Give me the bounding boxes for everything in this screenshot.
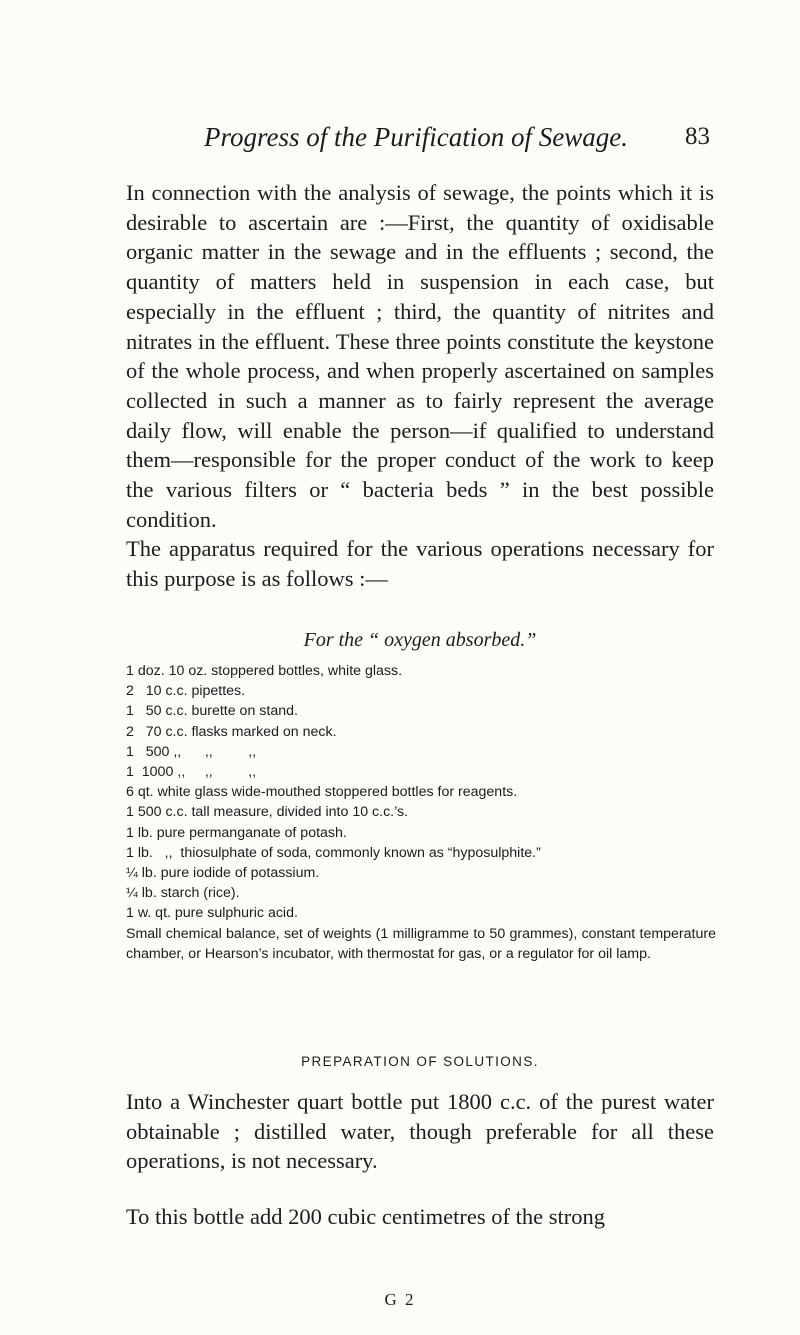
signature-mark: G 2 bbox=[384, 1290, 416, 1309]
running-title: Progress of the Purification of Sewage. bbox=[204, 122, 628, 152]
list-item: 2 70 c.c. flasks marked on neck. bbox=[126, 723, 337, 740]
list-item: 1 w. qt. pure sulphuric acid. bbox=[126, 905, 298, 922]
list-item: 1 doz. 10 oz. stoppered bottles, white glass. bbox=[126, 663, 403, 679]
intro-paragraph: In connection with the analysis of sewage, the points which it is desirable to ascertain are :—First, the quantity of oxidisable organic matter in the sewage and in the effluents ; second, the quantity of matters held in suspension in each case, but especially in the effluent ; third, the quantity of nitrites and nitrates in the effluent. These three points constitute the keystone of the whole process, and when properly ascertained on samples collected in such a manner as to fairly represent the average daily flow, will enable the person—if qualified to understand them—responsible for the proper conduct of the work to keep the various filters or “ bacteria beds ” in the best possible condition. bbox=[126, 180, 714, 532]
list-item: 1 1000 ,, ,, ,, bbox=[126, 764, 257, 781]
list-item: ¼ lb. starch (rice). bbox=[126, 885, 240, 902]
page-number: 83 bbox=[685, 123, 710, 150]
section-heading: PREPARATION OF SOLUTIONS. bbox=[301, 1054, 539, 1069]
list-item: Small chemical balance, set of weights (1 milligramme to 50 grammes), constant temperature chamber, or Hearson’s incubator, with thermostat for gas, or a regulator for oil lamp. bbox=[126, 925, 716, 962]
list-item: ¼ lb. pure iodide of potassium. bbox=[126, 865, 320, 882]
list-item: 6 qt. white glass wide-mouthed stoppered bottles for reagents. bbox=[126, 784, 518, 801]
running-head bbox=[150, 120, 710, 154]
list-item: 1 50 c.c. burette on stand. bbox=[126, 703, 298, 720]
list-item: 1 lb. ,, thiosulphate of soda, commonly known as “hyposulphite.” bbox=[126, 844, 541, 861]
apparatus-list bbox=[126, 661, 716, 964]
oxygen-absorbed-subheading: For the “ oxygen absorbed.” bbox=[303, 629, 537, 651]
apparatus-paragraph: The apparatus required for the various operations necessary for this purpose is as follows :— bbox=[126, 536, 714, 591]
list-item: 1 500 c.c. tall measure, divided into 10 c.c.’s. bbox=[126, 804, 409, 821]
list-item: 2 10 c.c. pipettes. bbox=[126, 683, 246, 700]
list-item: 1 500 ,, ,, ,, bbox=[126, 743, 257, 760]
winchester-paragraph: Into a Winchester quart bottle put 1800 c.c. of the purest water obtainable ; distilled water, though preferable for all these operations, is not necessary. bbox=[126, 1089, 714, 1174]
list-item: 1 lb. pure permanganate of potash. bbox=[126, 824, 347, 841]
strong-paragraph: To this bottle add 200 cubic centimetres of the strong bbox=[126, 1204, 605, 1229]
